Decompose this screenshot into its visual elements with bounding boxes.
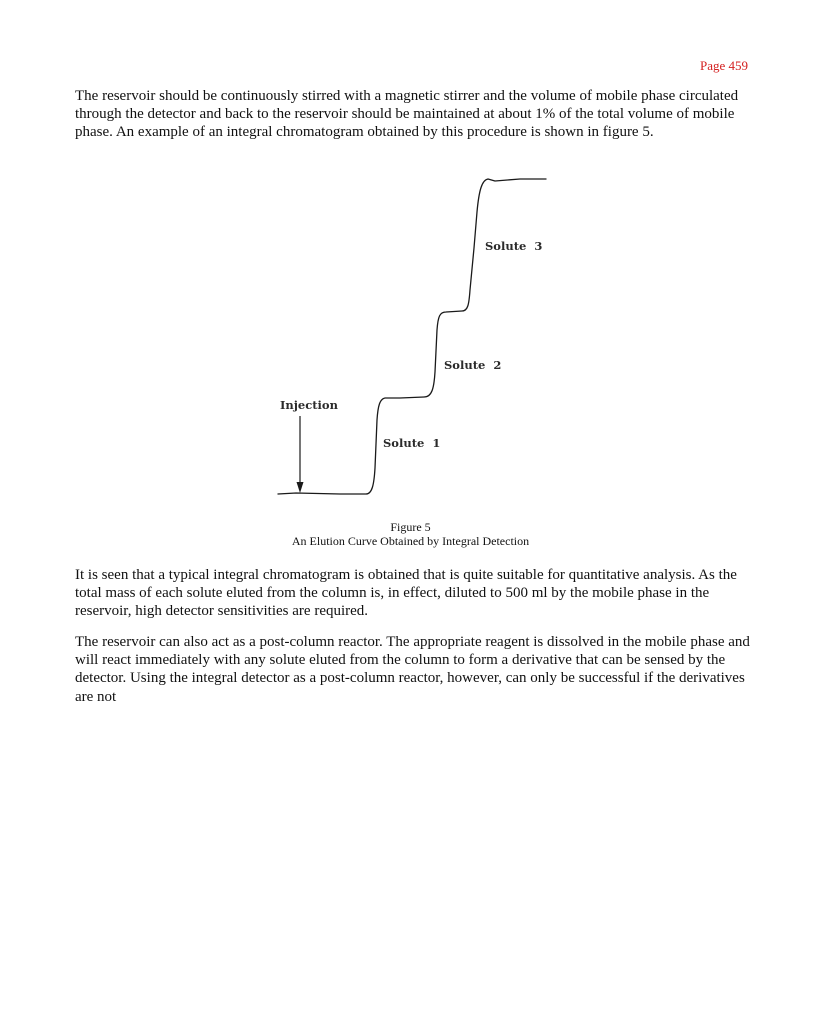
paragraph-post-column: The reservoir can also act as a post-column reactor. The appropriate reagent is dissolved in the mobile phase and will react immediately with any solute eluted from the column to form a derivative that can be sensed by the detector. Using the integral detector as a post-column reactor, however, can only be successful if the derivatives are not: [75, 634, 750, 705]
paragraph-analysis: It is seen that a typical integral chromatogram is obtained that is quite suitable for quantitative analysis. As the total mass of each solute eluted from the column is, in effect, diluted to 500 ml by the mobile phase in the reservoir, high detector sensitivities are required.: [75, 567, 737, 620]
caption-title: An Elution Curve Obtained by Integral Detection: [291, 534, 530, 548]
solute-3-label: Solute 3: [485, 239, 543, 253]
page-number: Page 459: [699, 58, 748, 73]
injection-label: Injection: [280, 398, 338, 412]
paragraph-intro: The reservoir should be continuously stirred with a magnetic stirrer and the volume of mobile phase circulated through the detector and back to the reservoir should be maintained at about 1% of the total volume of mobile phase. An example of an integral chromatogram obtained by this procedure is shown in figure 5.: [75, 88, 739, 141]
injection-arrow-head: [297, 482, 304, 493]
caption-number: Figure 5: [390, 520, 431, 534]
figure-caption: [0, 520, 821, 548]
solute-1-label: Solute 1: [383, 436, 441, 450]
solute-2-label: Solute 2: [444, 358, 502, 372]
